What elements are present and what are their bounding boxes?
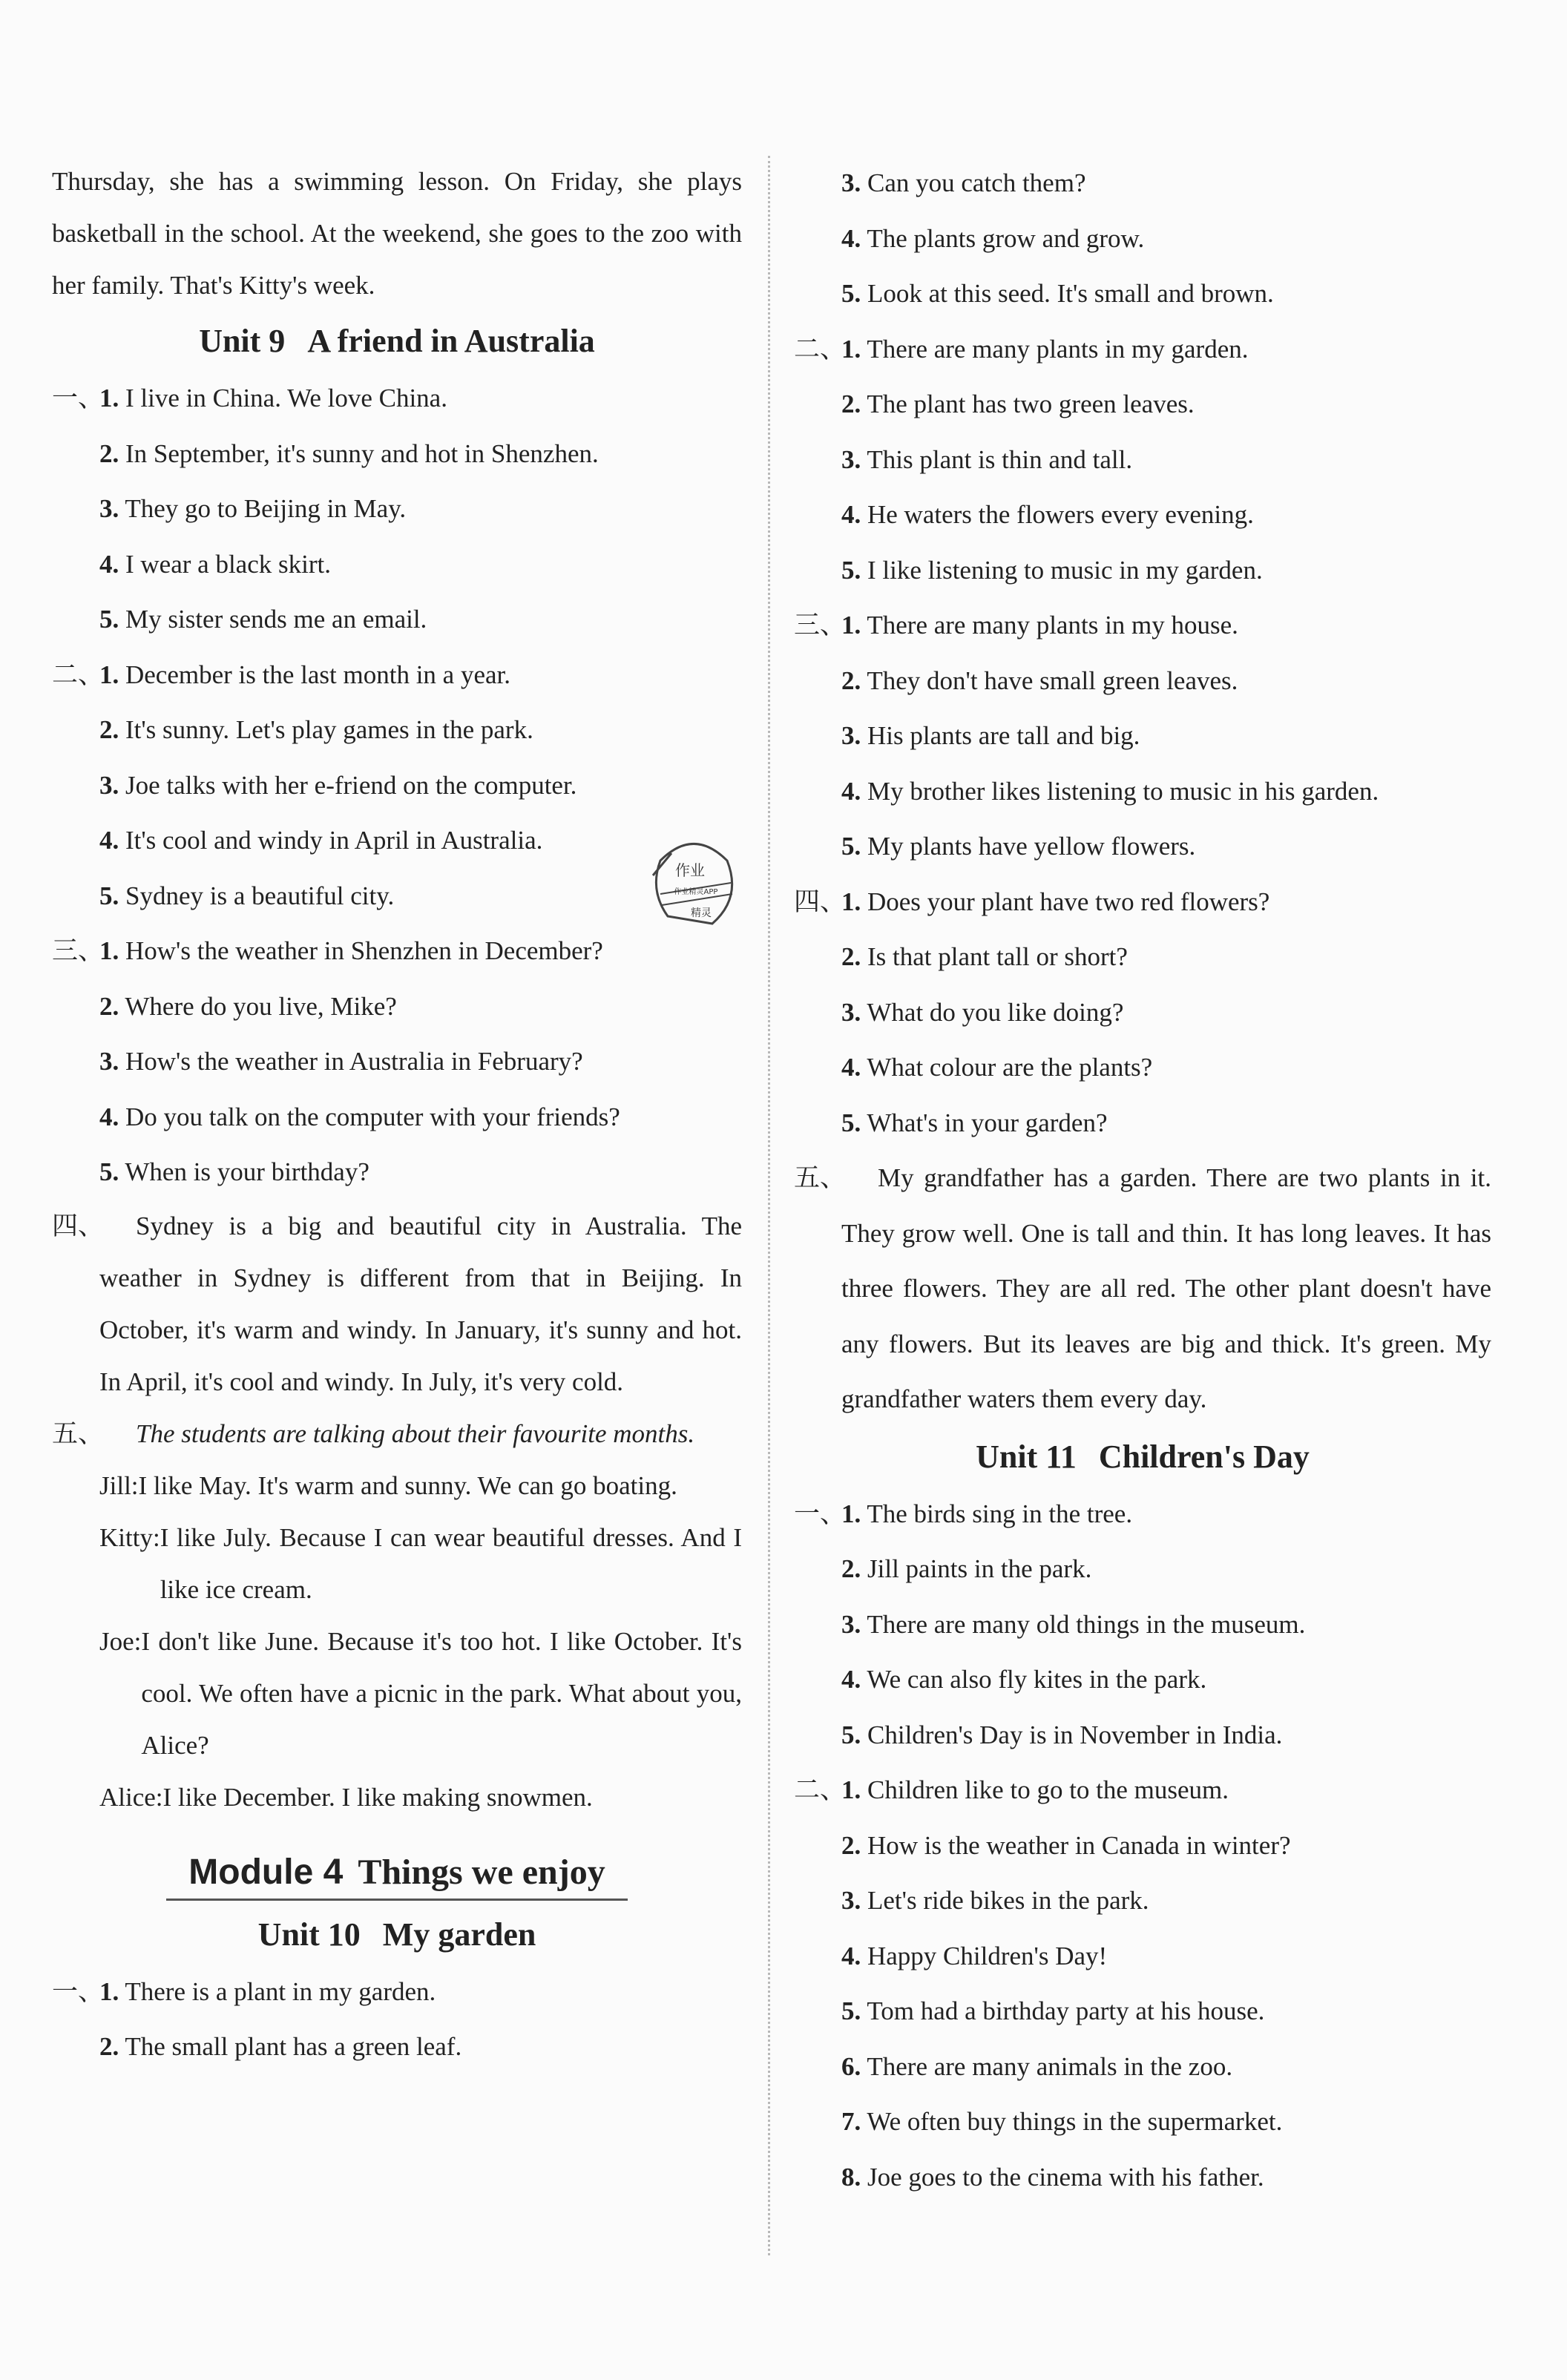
section-marker: 五、: [794, 1163, 847, 1192]
section-marker: 二、: [52, 660, 105, 689]
unit11-section-2: [794, 1763, 1491, 2205]
unit10-section-1: [52, 1965, 742, 2075]
section-paragraph: Sydney is a big and beautiful city in Australia. The weather in Sydney is different from that in Beijing. In October, it's warm and windy. In January, it's sunny and hot. In April, it's cool and windy. In July, it's very cold.: [99, 1211, 742, 1396]
list-item: 2. Jill paints in the park.: [841, 1554, 1092, 1583]
list-item: 一、1. The birds sing in the tree.: [794, 1487, 1491, 1542]
unit10-number: Unit 10: [257, 1916, 361, 1953]
unit9-section-4: [52, 1200, 742, 1408]
unit9-title: [52, 312, 742, 371]
right-column: [794, 156, 1491, 2205]
list-item: 二、1. There are many plants in my garden.: [794, 322, 1491, 378]
list-item: 3. There are many old things in the museum.: [841, 1609, 1306, 1639]
list-item: 一、1. I live in China. We love China.: [52, 371, 742, 427]
unit9-section-1: [52, 371, 742, 648]
list-item: 5. Look at this seed. It's small and brown.: [841, 279, 1274, 308]
list-item: 一、1. There is a plant in my garden.: [52, 1965, 742, 2020]
list-item: 5. Tom had a birthday party at his house.: [841, 1996, 1265, 2025]
speaker: Alice:: [99, 1782, 163, 1812]
speaker: Joe:: [99, 1626, 142, 1656]
left-column: [52, 156, 742, 2075]
list-item: 5. What's in your garden?: [841, 1108, 1108, 1137]
list-item: 4. He waters the flowers every evening.: [841, 500, 1254, 529]
unit11-section-1: [794, 1487, 1491, 1763]
list-item: 4. Happy Children's Day!: [841, 1941, 1108, 1970]
list-item: 3. They go to Beijing in May.: [99, 494, 407, 523]
list-item: 4. What colour are the plants?: [841, 1053, 1153, 1082]
section-paragraph: My grandfather has a garden. There are two plants in it. They grow well. One is tall and thin. It has long leaves. It has three flowers. They are all red. The other plant doesn't have any flowers. But its leaves are big and thick. It's green. My grandfather waters them every day.: [841, 1163, 1491, 1413]
unit10-section-5: [794, 1151, 1491, 1427]
section-marker: 三、: [794, 611, 847, 640]
utterance: I like December. I like making snowmen.: [162, 1782, 593, 1812]
list-item: 3. Let's ride bikes in the park.: [841, 1886, 1149, 1915]
module4-name: Things we enjoy: [358, 1852, 605, 1892]
list-item: 3. Joe talks with her e-friend on the computer.: [99, 770, 577, 800]
dialog: [52, 1460, 742, 1824]
dialog-turn: [99, 1512, 742, 1616]
list-item: 3. How's the weather in Australia in February?: [99, 1047, 583, 1076]
list-item: 4. I wear a black skirt.: [99, 549, 331, 579]
speaker: Jill:: [99, 1470, 139, 1500]
list-item: 3. What do you like doing?: [841, 997, 1124, 1027]
list-item: 二、1. Children like to go to the museum.: [794, 1763, 1491, 1818]
list-item: 5. My plants have yellow flowers.: [841, 832, 1196, 861]
list-item: 4. Do you talk on the computer with your friends?: [99, 1102, 620, 1131]
homework-stamp-icon: [638, 831, 749, 935]
unit9-section-3: [52, 924, 742, 1200]
svg-text:精灵: 精灵: [691, 907, 712, 919]
list-item: 3. Can you catch them?: [841, 168, 1086, 197]
svg-text:作业: 作业: [675, 861, 705, 879]
list-item: 三、1. There are many plants in my house.: [794, 598, 1491, 654]
list-item: 3. His plants are tall and big.: [841, 721, 1140, 750]
list-item: 2. How is the weather in Canada in winter?: [841, 1830, 1291, 1860]
unit9-number: Unit 9: [199, 323, 286, 359]
unit10-title: [52, 1905, 742, 1965]
list-item: 2. It's sunny. Let's play games in the park.: [99, 715, 533, 744]
unit10-section-4: [794, 875, 1491, 1151]
list-item: 2. The plant has two green leaves.: [841, 389, 1195, 418]
list-item: 四、1. Does your plant have two red flowers?: [794, 875, 1491, 930]
section-marker: 三、: [52, 936, 105, 965]
section-marker: 四、: [794, 887, 847, 916]
dialog-turn: [99, 1772, 742, 1824]
section-marker: 二、: [794, 334, 847, 364]
list-item: 8. Joe goes to the cinema with his father.: [841, 2162, 1264, 2192]
list-item: 2. Is that plant tall or short?: [841, 942, 1128, 971]
intro-paragraph: Thursday, she has a swimming lesson. On Friday, she plays basketball in the school. At the weekend, she goes to the zoo with her family. That's Kitty's week.: [52, 167, 742, 300]
list-item: 2. Where do you live, Mike?: [99, 991, 397, 1021]
unit11-number: Unit 11: [976, 1438, 1077, 1475]
utterance: I like May. It's warm and sunny. We can go boating.: [138, 1470, 677, 1500]
list-item: 4. My brother likes listening to music in his garden.: [841, 776, 1379, 806]
list-item: 7. We often buy things in the supermarket.: [841, 2107, 1283, 2136]
unit9-name: A friend in Australia: [307, 323, 595, 359]
list-item: 5. Children's Day is in November in India.: [841, 1720, 1283, 1749]
section-marker: 一、: [52, 384, 105, 412]
list-item: 二、1. December is the last month in a year.: [52, 648, 742, 703]
utterance: I don't like June. Because it's too hot. I like October. It's cool. We often have a picnic in the park. What about you, Alice?: [141, 1626, 742, 1760]
list-item: 三、1. How's the weather in Shenzhen in December?: [52, 924, 742, 979]
utterance: I like July. Because I can wear beautiful dresses. And I like ice cream.: [160, 1522, 742, 1604]
svg-text:作业精灵APP: 作业精灵APP: [674, 888, 718, 896]
list-item: 4. The plants grow and grow.: [841, 223, 1145, 253]
unit11-title: [794, 1427, 1491, 1487]
list-item: 2. The small plant has a green leaf.: [99, 2032, 462, 2061]
section-marker: 一、: [794, 1499, 847, 1528]
section-marker: 四、: [52, 1211, 105, 1240]
column-divider: [768, 156, 770, 2255]
unit11-name: Children's Day: [1098, 1438, 1310, 1475]
section-marker: 二、: [794, 1775, 847, 1804]
list-item: 6. There are many animals in the zoo.: [841, 2051, 1233, 2081]
module4-title: [52, 1852, 742, 1901]
dialog-turn: [99, 1616, 742, 1772]
unit10-section-1-cont: [794, 156, 1491, 322]
list-item: 5. I like listening to music in my garden.: [841, 555, 1263, 585]
dialog-turn: [99, 1460, 742, 1512]
list-item: 5. When is your birthday?: [99, 1157, 369, 1186]
unit10-section-3: [794, 598, 1491, 875]
list-item: 2. They don't have small green leaves.: [841, 665, 1238, 695]
list-item: 4. We can also fly kites in the park.: [841, 1665, 1207, 1694]
list-item: 5. My sister sends me an email.: [99, 605, 427, 634]
module4-number: Module 4: [188, 1852, 344, 1892]
section-marker: 一、: [52, 1976, 105, 2006]
list-item: 3. This plant is thin and tall.: [841, 444, 1133, 474]
unit10-section-2: [794, 322, 1491, 599]
unit10-name: My garden: [382, 1916, 536, 1953]
list-item: 2. In September, it's sunny and hot in Shenzhen.: [99, 438, 599, 468]
section-intro: The students are talking about their favourite months.: [136, 1419, 695, 1448]
list-item: 5. Sydney is a beautiful city.: [99, 881, 395, 910]
list-item: 4. It's cool and windy in April in Australia.: [99, 826, 543, 855]
speaker: Kitty:: [99, 1522, 160, 1552]
section-marker: 五、: [52, 1419, 105, 1448]
unit9-section-5: [52, 1408, 742, 1824]
